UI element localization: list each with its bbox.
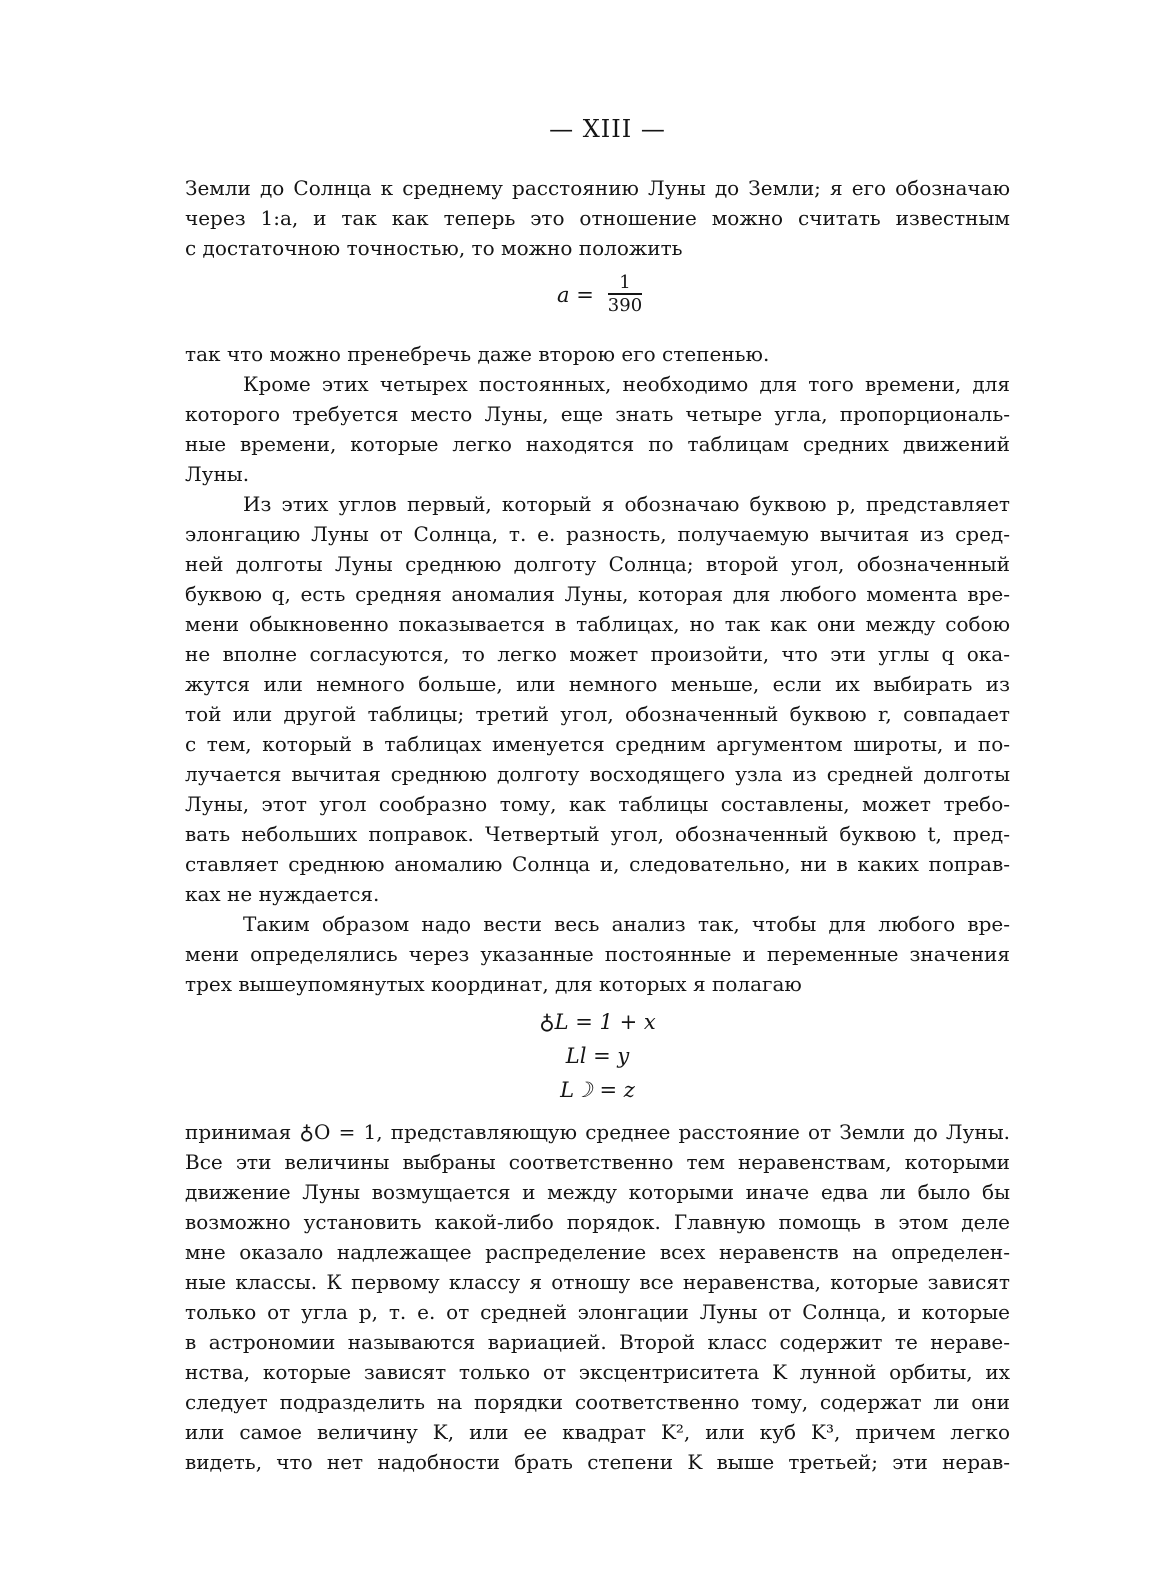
paragraph-6	[185, 1117, 1010, 1477]
text-line: ные времени, которые легко находятся по таблицам средних движений	[185, 432, 1010, 456]
text-line: элонгацию Луны от Солнца, т. е. разность, получаемую вычитая из сред-	[185, 522, 1010, 546]
text-line: буквою q, есть средняя аномалия Луны, которая для любого момента вре-	[185, 582, 1010, 606]
equation: L☽ = z	[560, 1078, 635, 1102]
equation: ♁L = 1 + x	[539, 1010, 656, 1034]
text-line: той или другой таблицы; третий угол, обозначенный буквою r, совпадает	[185, 702, 1010, 726]
paragraph-2	[185, 339, 1010, 369]
text-line: через 1:a, и так как теперь это отношение можно считать известным	[185, 206, 1010, 230]
text-line: так что можно пренебречь даже второю его степенью.	[185, 342, 770, 366]
paragraph-3	[185, 369, 1010, 489]
text-line: ставляет среднюю аномалию Солнца и, следовательно, ни в каких поправ-	[185, 852, 1010, 876]
text-line: с тем, который в таблицах именуется средним аргументом широты, и по-	[185, 732, 1010, 756]
equation-lhs: a =	[557, 283, 594, 307]
equation-group	[185, 1005, 1010, 1107]
text-line: только от угла p, т. е. от средней элонгации Луны от Солнца, и которые	[185, 1300, 1010, 1324]
text-line: ках не нуждается.	[185, 882, 380, 906]
text-line: вать небольших поправок. Четвертый угол, обозначенный буквою t, пред-	[185, 822, 1010, 846]
fraction-denominator: 390	[607, 295, 643, 316]
text-line: Все эти величины выбраны соответственно тем неравенствам, которыми	[185, 1150, 1010, 1174]
text-line: Таким образом надо вести весь анализ так, чтобы для любого вре-	[243, 912, 1010, 936]
text-line: ней долготы Луны среднюю долготу Солнца; второй угол, обозначенный	[185, 552, 1010, 576]
text-line: движение Луны возмущается и между которыми иначе едва ли было бы	[185, 1180, 1010, 1204]
text-line: трех вышеупомянутых координат, для которых я полагаю	[185, 972, 802, 996]
page	[185, 115, 1010, 1477]
page-number: — XIII —	[549, 115, 666, 143]
text-line: видеть, что нет надобности брать степени K выше третьей; эти нерав-	[185, 1450, 1010, 1474]
text-line: следует подразделить на порядки соответственно тому, содержат ли они	[185, 1390, 1010, 1414]
text-line: Земли до Солнца к среднему расстоянию Луны до Земли; я его обозначаю	[185, 176, 1010, 200]
text-line: нства, которые зависят только от эксцентриситета K лунной орбиты, их	[185, 1360, 1010, 1384]
text-line: Кроме этих четырех постоянных, необходимо для того времени, для	[243, 372, 1010, 396]
text-line: Луны.	[185, 462, 250, 486]
fraction-numerator: 1	[619, 272, 631, 293]
text-line: мени обыкновенно показывается в таблицах, но так как они между собою	[185, 612, 1010, 636]
text-line: принимая ♁O = 1, представляющую среднее расстояние от Земли до Луны.	[185, 1120, 1010, 1144]
text-line: ные классы. К первому классу я отношу все неравенства, которые зависят	[185, 1270, 1010, 1294]
text-line: жутся или немного больше, или немного меньше, если их выбирать из	[185, 672, 1010, 696]
text-line: не вполне согласуются, то легко может произойти, что эти углы q ока-	[185, 642, 1010, 666]
equation-a	[185, 269, 1010, 333]
text-line: в астрономии называются вариацией. Второй класс содержит те нераве-	[185, 1330, 1010, 1354]
text-line: возможно установить какой-либо порядок. Главную помощь в этом деле	[185, 1210, 1010, 1234]
text-line: Из этих углов первый, который я обозначаю буквою p, представляет	[243, 492, 1010, 516]
text-line: которого требуется место Луны, еще знать четыре угла, пропорциональ-	[185, 402, 1010, 426]
text-line: Луны, этот угол сообразно тому, как таблицы составлены, может требо-	[185, 792, 1010, 816]
fraction	[608, 273, 642, 317]
text-line: лучается вычитая среднюю долготу восходящего узла из средней долготы	[185, 762, 1010, 786]
paragraph-1	[185, 173, 1010, 263]
text-line: мени определялись через указанные постоянные и переменные значения	[185, 942, 1010, 966]
text-line: или самое величину K, или ее квадрат K², или куб K³, причем легко	[185, 1420, 1010, 1444]
text-line: мне оказало надлежащее распределение всех неравенств на определен-	[185, 1240, 1010, 1264]
equation: Ll = y	[565, 1044, 630, 1068]
text-line: с достаточною точностью, то можно положить	[185, 236, 683, 260]
paragraph-4	[185, 489, 1010, 909]
paragraph-5	[185, 909, 1010, 999]
